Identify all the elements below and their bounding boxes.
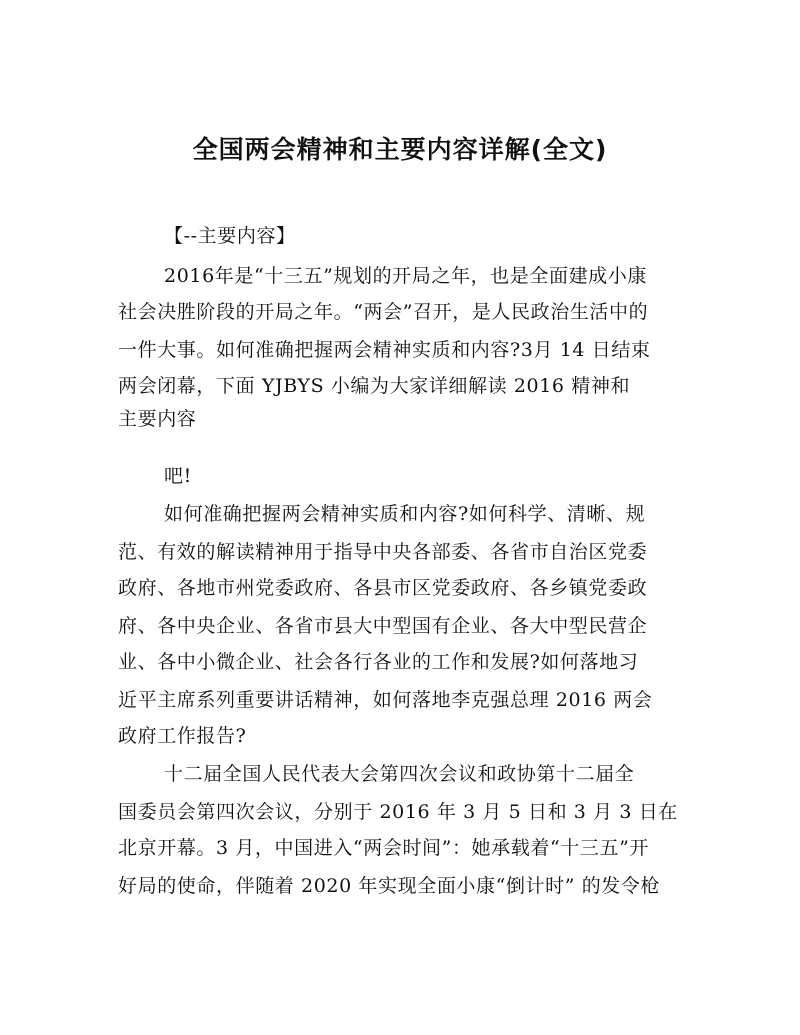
text-line: 两会闭幕，下面 YJBYS 小编为大家详细解读 2016 精神和 [118, 375, 631, 397]
text-line: 十二届全国人民代表大会第四次会议和政协第十二届全 [164, 763, 635, 785]
text-line: 好局的使命，伴随着 2020 年实现全面小康“倒计时” 的发令枪 [118, 875, 661, 897]
text-line: 政府、各地市州党委政府、各县市区党委政府、各乡镇党委政 [118, 577, 648, 599]
text-line: 近平主席系列重要讲话精神，如何落地李克强总理 2016 两会 [118, 689, 653, 711]
text-line: 范、有效的解读精神用于指导中央各部委、各省市自治区党委 [118, 541, 648, 563]
text-line: 北京开幕。3 月，中国进入“两会时间”：她承载着“十三五”开 [118, 837, 649, 859]
text-line: 业、各中小微企业、社会各行各业的工作和发展?如何落地习 [118, 651, 639, 673]
text-line: 一件大事。如何准确把握两会精神实质和内容?3月 14 日结束 [118, 339, 651, 361]
text-line: 府、各中央企业、各省市县大中型国有企业、各大中型民营企 [118, 615, 648, 637]
text-line: 主要内容 [118, 408, 197, 430]
text-line: 2016年是“十三五”规划的开局之年，也是全面建成小康 [164, 265, 647, 287]
section-heading: 【--主要内容】 [164, 225, 296, 247]
document-title: 全国两会精神和主要内容详解(全文) [192, 135, 608, 164]
text-line: 吧! [164, 465, 192, 487]
text-line: 政府工作报告? [118, 725, 247, 747]
text-line: 国委员会第四次会议，分别于 2016 年 3 月 5 日和 3 月 3 日在 [118, 801, 678, 823]
text-line: 如何准确把握两会精神实质和内容?如何科学、清晰、规 [164, 503, 646, 525]
text-line: 社会决胜阶段的开局之年。“两会”召开，是人民政治生活中的 [118, 301, 649, 323]
